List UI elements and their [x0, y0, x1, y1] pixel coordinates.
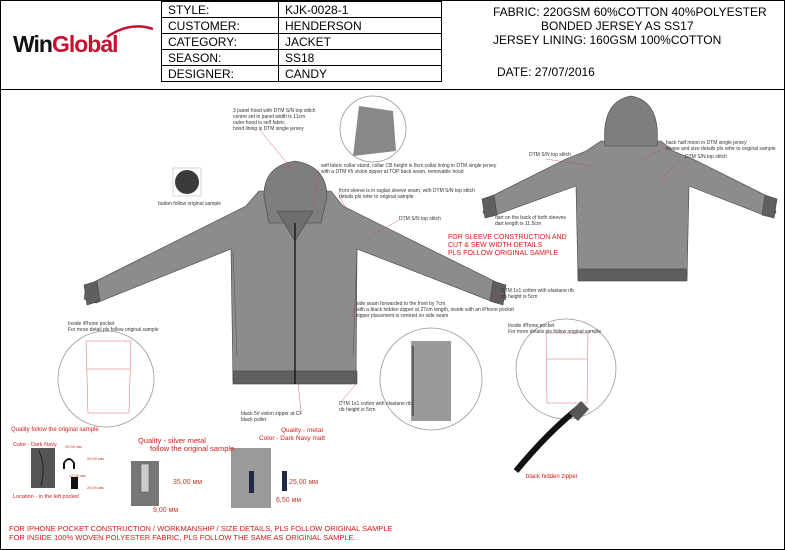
note-line: centre set in panel width is 11cm — [233, 114, 306, 120]
iphone-pocket-left-note — [68, 321, 159, 333]
phone-icon — [71, 477, 78, 489]
note-line: DTM 1x1 cotton with elastane rib — [339, 401, 412, 407]
note-line: CUT & SEW WIDTH DETAILS — [448, 242, 543, 249]
spec-key: SEASON: — [162, 50, 279, 66]
brand-logo: WinGlobal — [13, 31, 118, 57]
note-line: zipper placement is centred on side seam — [356, 313, 449, 319]
note-line: For more details pls follow original sample — [508, 329, 602, 335]
back-top-stitch-note: DTM S/N top stitch — [529, 152, 571, 158]
puller-size-icon — [282, 471, 287, 491]
note-line: 3 panel hood with DTM S/N top stitch — [233, 108, 316, 114]
note-line: with a DTM #5 vislon zipper at TOP back seam, removable hood — [321, 169, 464, 175]
hidden-zipper-note: black hidden zipper — [526, 474, 578, 480]
dimension-label: 35,00 мм — [173, 479, 203, 486]
hem-rib-note — [339, 401, 412, 413]
note-line: Color - Dark Navy matt — [259, 435, 326, 442]
note-line: rib height is 5cm — [339, 407, 376, 413]
quality-left-note: Quality follow the original sample — [11, 427, 99, 433]
note-line: outer hood is self fabric — [233, 120, 285, 126]
dimension-label: 25,00 мм — [87, 485, 104, 490]
instruction-line: FOR INSIDE 100% WOVEN POLYESTER FABRIC, PLS FOLLOW THE SAME AS ORIGINAL SAMPLE. — [9, 533, 356, 542]
note-line: back half moon in DTM single jersey — [666, 140, 747, 146]
dimension-label: 9,00 мм — [153, 507, 179, 514]
note-line: dart length is 11.5cm — [495, 221, 542, 227]
spec-key: CATEGORY: — [162, 34, 279, 50]
cuff-rib-note — [501, 288, 574, 300]
button-icon — [175, 170, 199, 194]
note-line: DTM 1x1 cotton with elastane rib — [501, 288, 574, 294]
fabric-line: FABRIC: 220GSM 60%COTTON 40%POLYESTER — [493, 5, 767, 19]
instruction-line: FOR IPHONE POCKET CONSTRUCTION / WORKMANSHIP / SIZE DETAILS, PLS FOLLOW ORIGINAL SAMPLE — [9, 524, 393, 533]
spec-value: SS18 — [279, 50, 442, 66]
top-stitch-note: DTM S/N top stitch — [399, 216, 441, 222]
color-navy-note: Color - Dark Navy — [13, 442, 57, 448]
note-line: shape and size details pls refer to original sample — [666, 146, 776, 152]
dimension-label: 6,50 мм — [276, 497, 302, 504]
note-line: Inside iPhone pocket — [508, 323, 555, 329]
garment-drawings — [1, 1, 784, 549]
iphone-pocket-left-circle — [58, 331, 154, 427]
note-line: side seam forwarded to the front by 7cm — [356, 301, 446, 307]
half-moon-note — [666, 140, 776, 152]
dimension-label: 12,00 мм — [69, 473, 86, 478]
bottom-instructions — [9, 524, 393, 542]
zipper-cf-note — [241, 411, 302, 423]
note-line: Inside iPhone pocket — [68, 321, 115, 327]
quality-silver-note — [138, 437, 236, 453]
note-line: FOR SLEEVE CONSTRUCTION AND — [448, 234, 567, 241]
hood-detail-circle — [340, 96, 406, 162]
iphone-pocket-right-note — [508, 323, 601, 335]
collar-note — [321, 163, 496, 175]
spec-value: CANDY — [279, 66, 442, 82]
note-line: dart on the back of both sleeves — [495, 215, 566, 221]
note-line: black 5# vislon zipper at CF — [241, 411, 303, 417]
headphone-icon — [63, 458, 75, 469]
sleeve-construction-note — [448, 234, 567, 258]
button-note: button follow original sample — [158, 201, 222, 207]
spec-value: JACKET — [279, 34, 442, 50]
back-top-stitch-note-2: DTM S/N top stitch — [685, 154, 727, 160]
note-line: rib height is 5cm — [501, 294, 538, 300]
dimension-label: 25,00 мм — [65, 444, 82, 449]
note-line: hood lining is DTM single jersey — [233, 126, 304, 132]
note-line: PLS FOLLOW ORIGINAL SAMPLE — [448, 250, 559, 257]
note-line: Quality - metal — [281, 427, 323, 434]
note-line: front sleeve is in raglan sleeve seam, with DTM S/N top stitch — [339, 188, 475, 194]
note-line: details pls refer to original sample — [339, 194, 414, 200]
dimension-label: 25,00 мм — [87, 456, 104, 461]
sleeve-note — [339, 188, 475, 200]
spec-key: CUSTOMER: — [162, 18, 279, 34]
note-line: self fabric collar stand, collar CB height is 8cm,collar lining in DTM single jersey — [321, 163, 497, 169]
note-line: For more detail pls follow original sample — [68, 327, 159, 333]
dimension-label: 25,00 мм — [289, 479, 319, 486]
note-line: with a black hidden zipper at 27cm length, inside with an iPhone pocket — [356, 307, 514, 313]
pocket-zip-detail-circle — [380, 328, 482, 430]
hood-note — [233, 108, 316, 132]
fabric-line: BONDED JERSEY AS SS17 — [541, 19, 694, 33]
note-line: black puller — [241, 417, 267, 423]
note-line: follow the original sample. — [150, 444, 237, 453]
date-label: DATE: 27/07/2016 — [497, 65, 595, 79]
location-note: Location - in the left pocket — [13, 494, 79, 500]
lining-line: JERSEY LINING: 160GSM 100%COTTON — [493, 33, 722, 47]
spec-key: STYLE: — [162, 2, 279, 18]
note-line: Quality - silver metal — [138, 436, 206, 445]
side-seam-note — [356, 301, 514, 319]
spec-value: KJK-0028-1 — [279, 2, 442, 18]
dart-note — [495, 215, 566, 227]
quality-metal-note — [259, 427, 325, 443]
spec-key: DESIGNER: — [162, 66, 279, 82]
spec-value: HENDERSON — [279, 18, 442, 34]
